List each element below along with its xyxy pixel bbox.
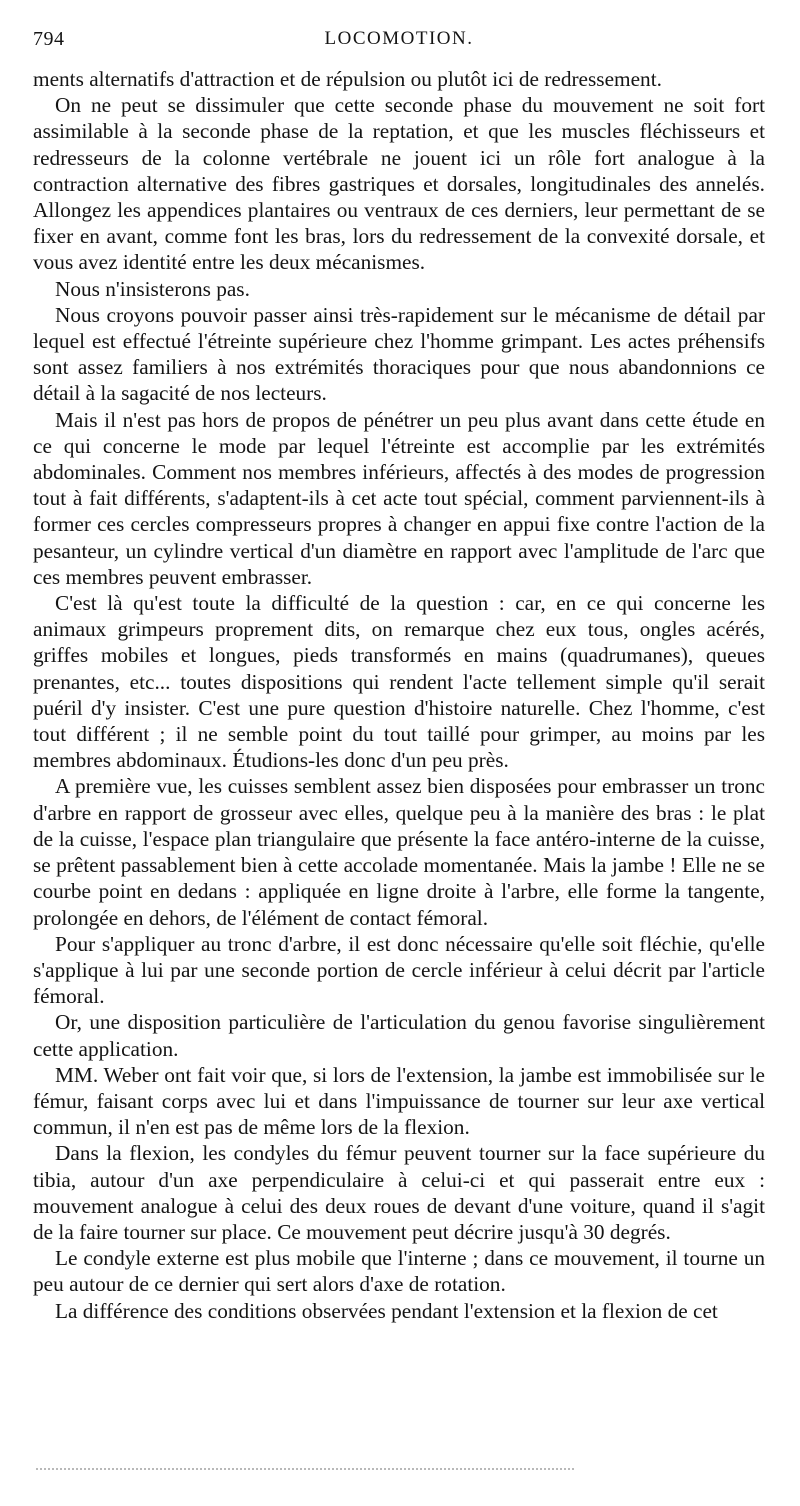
running-title: LOCOMOTION. [324,28,474,49]
paragraph: Or, une disposition particulière de l'articulation du genou favorise singulièrement cette application. [33,1010,765,1061]
paragraph-continuation: ments alternatifs d'attraction et de répulsion ou plutôt ici de redressement. [33,67,662,91]
paragraph: Mais il n'est pas hors de propos de pénétrer un peu plus avant dans cette étude en ce qui concerne le mode par lequel l'étreinte est accomplie par les extrémités abdominales. Comment nos membres inférieurs, affectés à des modes de progression tout à fait différents, s'adaptent-ils à cet acte tout spécial, comment parviennent-ils à former ces cercles compresseurs propres à changer en appui fixe contre l'action de la pesanteur, un cylindre vertical d'un diamètre en rapport avec l'amplitude de l'arc que ces membres peuvent embrasser. [33,407,765,589]
paragraph: C'est là qu'est toute la difficulté de la question : car, en ce qui concerne les animaux grimpeurs proprement dits, on remarque chez eux tous, ongles acérés, griffes mobiles et longues, pieds transformés en mains (quadrumanes), queues prenantes, etc... toutes dispositions qui rendent l'acte tellement simple qu'il serait puéril d'y insister. C'est une pure question d'histoire naturelle. Chez l'homme, c'est tout différent ; il ne semble point du tout taillé pour grimper, au moins par les membres abdominaux. Étudions-les donc d'un peu près. [33,591,765,773]
paragraph: Dans la flexion, les condyles du fémur peuvent tourner sur la face supérieure du tibia, autour d'un axe perpendiculaire à celui-ci et qui passerait entre eux : mouvement analogue à celui des deux roues de devant d'une voiture, quand il s'agit de la faire tourner sur place. Ce mouvement peut décrire jusqu'à 30 degrés. [33,1141,765,1244]
paragraph: Nous n'insisterons pas. [55,276,250,301]
page-number: 794 [33,28,65,50]
body-text [33,66,765,1324]
paragraph: On ne peut se dissimuler que cette seconde phase du mouvement ne soit fort assimilable à la seconde phase de la reptation, et que les muscles fléchisseurs et redresseurs de la colonne vertébrale ne jouent ici un rôle fort analogue à la contraction alternative des fibres gastriques et dorsales, longitudinales des annelés. Allongez les appendices plantaires ou ventraux de ces derniers, leur permettant de se fixer en avant, comme font les bras, lors du redressement de la convexité dorsale, et vous avez identité entre les deux mécanismes. [33,93,765,275]
paragraph: A première vue, les cuisses semblent assez bien disposées pour embrasser un tronc d'arbre en rapport de grosseur avec elles, quelque peu à la manière des bras : le plat de la cuisse, l'espace plan triangulaire que présente la face antéro-interne de la cuisse, se prêtent passablement bien à cette accolade momentanée. Mais la jambe ! Elle ne se courbe point en dedans : appliquée en ligne droite à l'arbre, elle forme la tangente, prolongée en dehors, de l'élément de contact fémoral. [33,774,765,930]
page-header [33,28,765,58]
footer-rule [36,1468,574,1470]
paragraph: Nous croyons pouvoir passer ainsi très-rapidement sur le mécanisme de détail par lequel est effectué l'étreinte supérieure chez l'homme grimpant. Les actes préhensifs sont assez familiers à nos extrémités thoraciques pour que nous abandonnions ce détail à la sagacité de nos lecteurs. [33,302,765,406]
paragraph: Le condyle externe est plus mobile que l'interne ; dans ce mouvement, il tourne un peu autour de ce dernier qui sert alors d'axe de rotation. [33,1246,765,1297]
paragraph: Pour s'appliquer au tronc d'arbre, il est donc nécessaire qu'elle soit fléchie, qu'elle s'applique à lui par une seconde portion de cercle inférieur à celui décrit par l'article fémoral. [33,931,765,1009]
paragraph: MM. Weber ont fait voir que, si lors de l'extension, la jambe est immobilisée sur le fémur, faisant corps avec lui et dans l'impuissance de tourner sur leur axe vertical commun, il n'en est pas de même lors de la flexion. [33,1062,765,1140]
paragraph: La différence des conditions observées pendant l'extension et la flexion de cet [55,1298,718,1323]
